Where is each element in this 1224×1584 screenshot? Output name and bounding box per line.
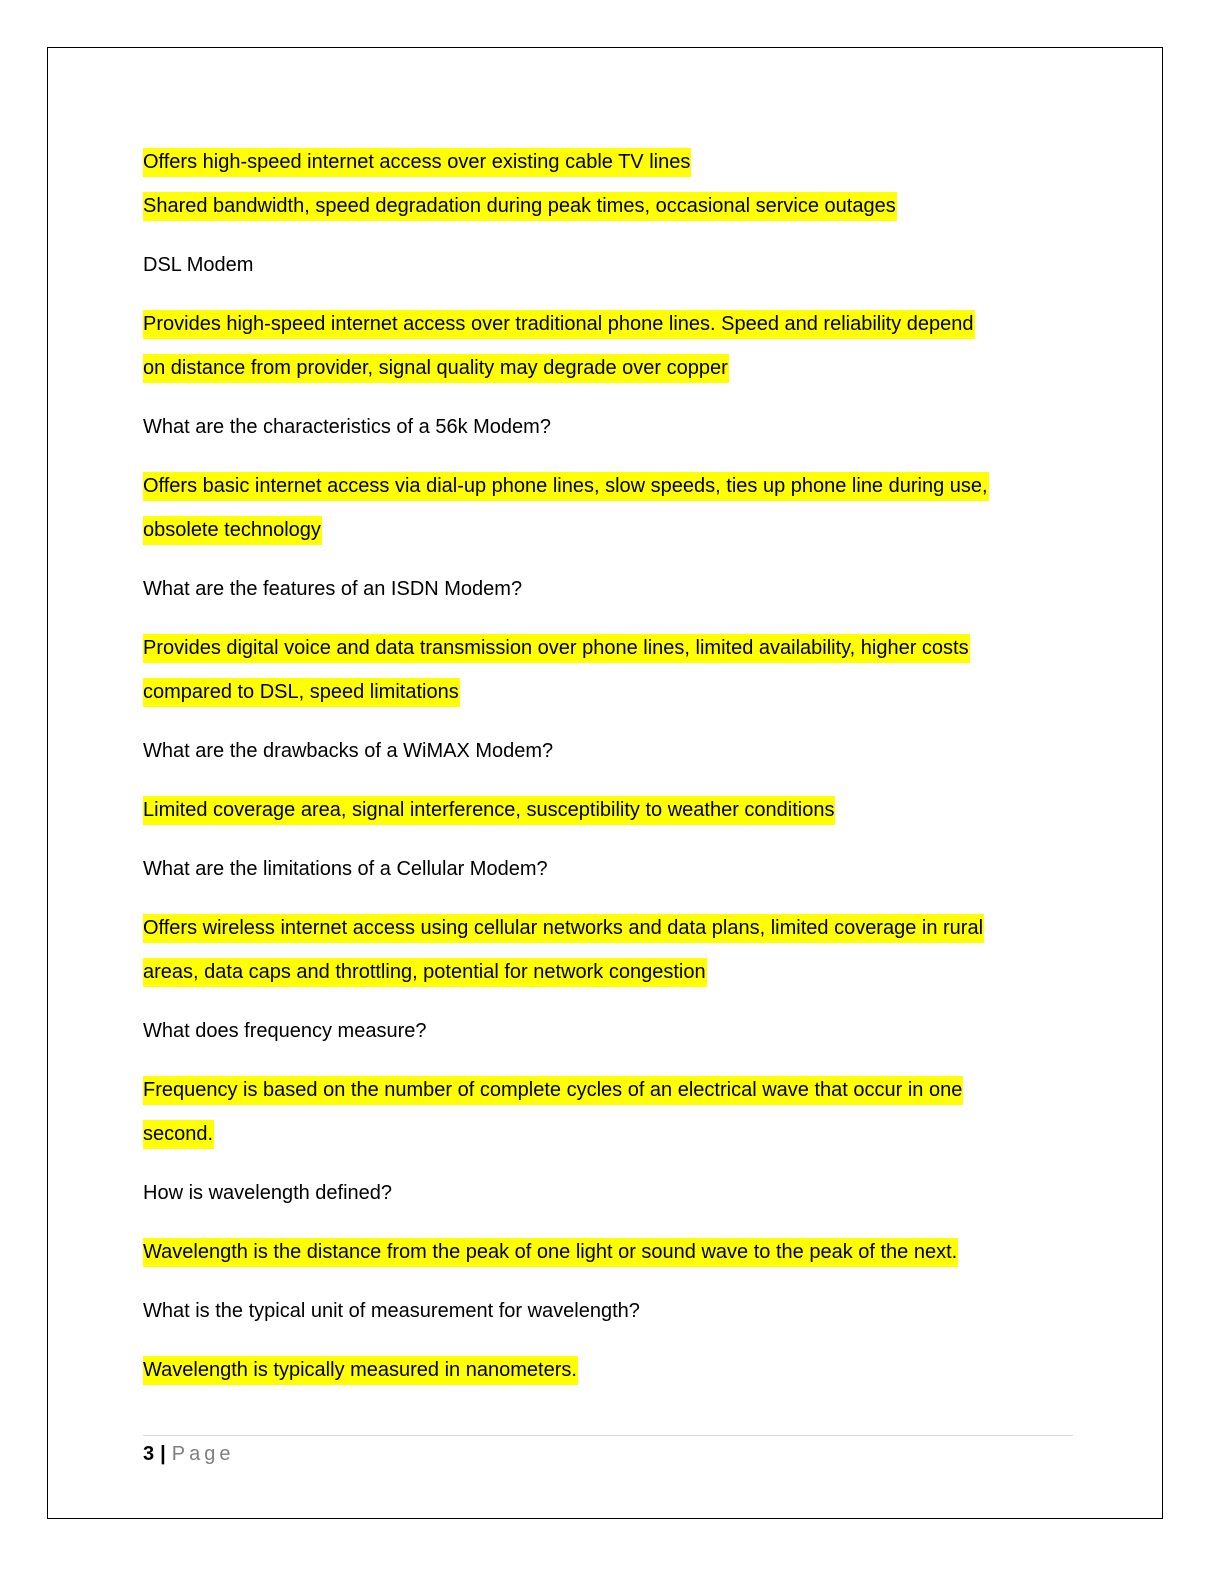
paragraph — [143, 1112, 1063, 1156]
question — [143, 729, 1063, 773]
paragraph — [143, 626, 1063, 670]
highlighted-text: Provides high-speed internet access over traditional phone lines. Speed and reliability depend — [143, 310, 975, 339]
paragraph-text: What are the features of an ISDN Modem? — [143, 578, 523, 600]
paragraph — [143, 1230, 1063, 1274]
highlighted-text: Shared bandwidth, speed degradation during peak times, occasional service outages — [143, 192, 897, 221]
question — [143, 1009, 1063, 1053]
paragraph — [143, 464, 1063, 508]
highlighted-text: areas, data caps and throttling, potential for network congestion — [143, 958, 707, 987]
question — [143, 1171, 1063, 1215]
paragraph-text: What are the characteristics of a 56k Modem? — [143, 416, 551, 438]
highlighted-text: Offers wireless internet access using cellular networks and data plans, limited coverage in rural — [143, 914, 984, 943]
highlighted-text: Offers high-speed internet access over existing cable TV lines — [143, 148, 691, 177]
highlighted-text: Provides digital voice and data transmission over phone lines, limited availability, higher costs — [143, 634, 970, 663]
question — [143, 567, 1063, 611]
paragraph — [143, 346, 1063, 390]
highlighted-text: Wavelength is typically measured in nanometers. — [143, 1356, 578, 1385]
page-label: Page — [171, 1443, 235, 1465]
paragraph — [143, 906, 1063, 950]
footer-separator: | — [160, 1443, 166, 1465]
heading-dsl-modem — [143, 243, 1063, 287]
highlighted-text: Wavelength is the distance from the peak of one light or sound wave to the peak of the next. — [143, 1238, 958, 1267]
paragraph — [143, 1068, 1063, 1112]
paragraph — [143, 140, 1063, 184]
paragraph-text: DSL Modem — [143, 254, 254, 276]
highlighted-text: compared to DSL, speed limitations — [143, 678, 460, 707]
paragraph — [143, 302, 1063, 346]
highlighted-text: second. — [143, 1120, 214, 1149]
highlighted-text: obsolete technology — [143, 516, 322, 545]
question — [143, 847, 1063, 891]
paragraph-text: What is the typical unit of measurement for wavelength? — [143, 1300, 640, 1322]
footer-divider — [143, 1435, 1073, 1436]
paragraph — [143, 950, 1063, 994]
paragraph — [143, 788, 1063, 832]
highlighted-text: on distance from provider, signal quality may degrade over copper — [143, 354, 729, 383]
page-number: 3 — [143, 1443, 155, 1465]
paragraph-text: What are the drawbacks of a WiMAX Modem? — [143, 740, 554, 762]
paragraph — [143, 184, 1063, 228]
document-body — [143, 140, 1063, 1392]
paragraph-text: How is wavelength defined? — [143, 1182, 393, 1204]
highlighted-text: Offers basic internet access via dial-up phone lines, slow speeds, ties up phone line during use, — [143, 472, 989, 501]
paragraph — [143, 508, 1063, 552]
paragraph-text: What are the limitations of a Cellular Modem? — [143, 858, 548, 880]
page-footer — [143, 1440, 234, 1468]
question — [143, 1289, 1063, 1333]
highlighted-text: Frequency is based on the number of complete cycles of an electrical wave that occur in one — [143, 1076, 963, 1105]
paragraph-text: What does frequency measure? — [143, 1020, 427, 1042]
highlighted-text: Limited coverage area, signal interference, susceptibility to weather conditions — [143, 796, 835, 825]
paragraph — [143, 1348, 1063, 1392]
question — [143, 405, 1063, 449]
paragraph — [143, 670, 1063, 714]
